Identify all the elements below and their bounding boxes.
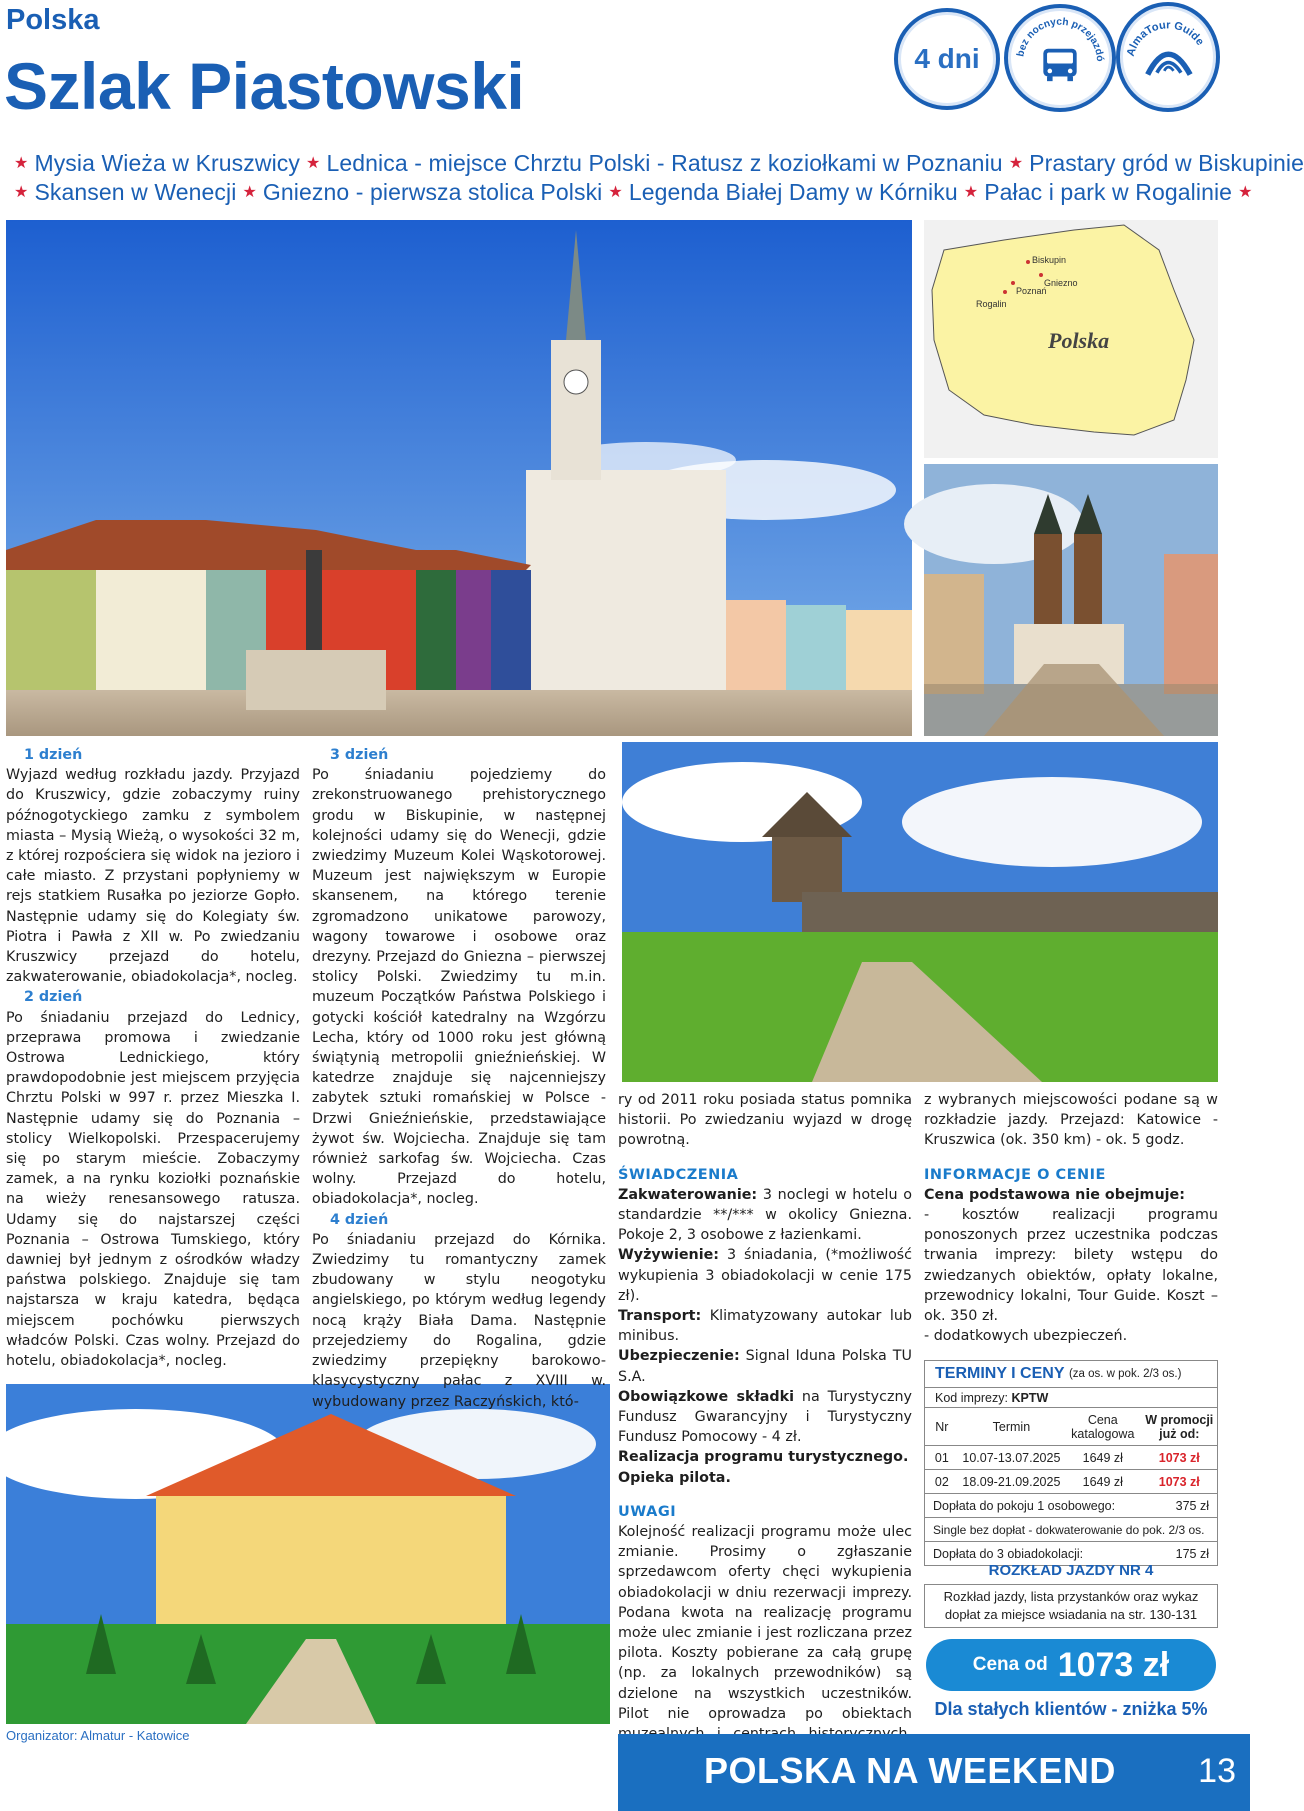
highlight-item: Mysia Wieża w Kruszwicy xyxy=(34,150,301,176)
highlight-item: Lednica - miejsce Chrztu Polski - Ratusz z koziołkami w Poznaniu xyxy=(326,150,1003,176)
prices-table xyxy=(924,1360,1218,1566)
table-row: 02 18.09-21.09.2025 1649 zł 1073 zł xyxy=(925,1469,1217,1493)
not-included-item: - dodatkowych ubezpieczeń. xyxy=(924,1328,1128,1345)
highlights-line-2 xyxy=(8,179,1259,206)
day-4-text: Po śniadaniu przejazd do Kórnika. Zwiedzimy tu romantyczny zamek zbudowany w stylu neogotyku angielskiego, po którym według legendy nocą krąży Biała Dama. Następnie przejedziemy do Rogalina, gdzie zwiedzimy przepiękny barokowo-klasycystyczny pałac z XVIII w. wybudowany przez Raczyńskich, któ- xyxy=(312,1231,606,1410)
guide-badge-text: AlmaTour Guide xyxy=(1124,19,1207,58)
price-info-title: INFORMACJE O CENIE xyxy=(924,1166,1106,1183)
service-item: Transport: Klimatyzowany autokar lub minibus. xyxy=(618,1308,912,1345)
map-city-biskupin: Biskupin xyxy=(1032,255,1067,265)
bus-icon xyxy=(1008,8,1112,108)
price-from-badge xyxy=(926,1639,1216,1691)
star-icon: ★ xyxy=(1238,184,1253,201)
no-night-travel-badge xyxy=(1004,4,1116,112)
star-icon: ★ xyxy=(306,155,321,172)
star-icon: ★ xyxy=(608,184,623,201)
schedule-text: Rozkład jazdy, lista przystanków oraz wykaz dopłat za miejsce wsiadania na str. 130-131 xyxy=(924,1584,1218,1628)
prices-table-title xyxy=(925,1361,1217,1387)
biskupin-settlement-photo xyxy=(622,742,1218,1082)
table-row: 01 10.07-13.07.2025 1649 zł 1073 zł xyxy=(925,1445,1217,1469)
services-list xyxy=(618,1185,912,1488)
star-icon: ★ xyxy=(14,155,29,172)
headphones-icon xyxy=(1120,6,1216,108)
service-extra: Opieka pilota. xyxy=(618,1469,731,1486)
gniezno-street-photo xyxy=(924,464,1218,736)
footer-bar xyxy=(618,1734,1250,1811)
prices-header-row: Nr Termin Cena katalogowa W promocji już od: xyxy=(925,1407,1217,1445)
star-icon: ★ xyxy=(963,184,979,201)
supplement-row: Dopłata do 3 obiadokolacji: 175 zł xyxy=(925,1541,1217,1565)
price-from-value: 1073 zł xyxy=(1057,1645,1170,1684)
day-4-text-continued: ry od 2011 roku posiada status pomnika historii. Po zwiedzaniu wyjazd w drogę powrotną. xyxy=(618,1092,912,1149)
day-3-text: Po śniadaniu pojedziemy do zrekonstruowanego prehistorycznego grodu w Biskupinie, w następnej kolejności udamy się do Wenecji, gdzie zwiedzimy Muzeum Kolei Wąskotorowej. Muzeum jest największym w Europie skansenem, na którego terenie zgromadzono unikatowe parowozy, wagony towarowe i osobowe oraz drezyny. Przejazd do Gniezna – pierwszej stolicy Polski. Zwiedzimy tu m.in. muzeum Początków Państwa Polskiego i gotycki kościół katedralny na Wzgórzu Lecha, który od 1000 roku jest główną świątynią metropolii gnieźnieńskiej. W katedrze znajduje się najcenniejszy zabytek sztuki romańskiej w Polsce - Drzwi Gnieźnieńskie, przedstawiające żywot św. Wojciecha. Znajduje się tam również sarkofag św. Wojciecha. Czas wolny. Przejazd do hotelu, obiadokolacja*, nocleg. xyxy=(312,767,606,1208)
map-city-rogalin: Rogalin xyxy=(976,299,1007,309)
map-country-label: Polska xyxy=(1048,328,1110,353)
star-icon: ★ xyxy=(242,184,257,201)
not-included-title: Cena podstawowa nie obejmuje: xyxy=(924,1186,1185,1203)
service-item: Obowiązkowe składki na Turystyczny Fundusz Gwarancyjny i Turystyczny Fundusz Pomocowy - 4 zł. xyxy=(618,1388,912,1446)
services-title: ŚWIADCZENIA xyxy=(618,1166,739,1183)
page-number: 13 xyxy=(1198,1752,1236,1790)
supplement-row: Single bez dopłat - dokwaterowanie do pok. 2/3 os. xyxy=(925,1517,1217,1541)
star-icon: ★ xyxy=(14,184,29,201)
notes-text: Kolejność realizacji programu może ulec zmianie. Prosimy o zgłaszanie sprzedawcom oferty chęci wykupienia obiadokolacji w dniu rezerwacji imprezy. Podana kwota na realizację programu może ulec zmianie i jest rozliczana przez pilota. Koszty pobierane za całą grupę (np. za lokalnych przewodników) są dzielone na wszystkich uczestników. Pilot nie oprowadza po obiektach xyxy=(618,1524,912,1722)
service-item: Zakwaterowanie: 3 noclegi w hotelu o standardzie **/*** w okolicy Gniezna. Pokoje 2, 3 osobowe z łazienkami. xyxy=(618,1186,912,1244)
price-from-label: Cena od xyxy=(972,1654,1048,1675)
poznan-market-square-photo xyxy=(6,220,912,736)
highlight-item: Pałac i park w Rogalinie xyxy=(984,179,1233,205)
tour-code-row: Kod imprezy: KPTW xyxy=(925,1387,1217,1407)
program-column-3 xyxy=(618,1090,912,1765)
loyalty-discount: Dla stałych klientów - zniżka 5% xyxy=(934,1699,1208,1719)
schedule-title: ROZKŁAD JAZDY NR 4 xyxy=(988,1562,1154,1579)
map-city-poznan: Poznań xyxy=(1016,286,1047,296)
highlight-item: Skansen w Wenecji xyxy=(34,179,237,205)
day-1-text: Wyjazd według rozkładu jazdy. Przyjazd do Kruszwicy, gdzie zobaczymy ruiny późnogotyckiego zamku z symbolem miasta – Mysią Wieżą, o wysokości 32 m, z której rozpościera się widok na jezioro i całe miasto. Z przystani popłyniemy w rejs statkiem Rusałka po jeziorze Gopło. Następnie udamy się do Kolegiaty św. Piotra i Pawła z XII w. Po zwiedzaniu Kruszwicy przejazd do hotelu, zakwaterowanie, obiadokolacja*, nocleg. xyxy=(6,767,300,986)
page-title: Szlak Piastowski xyxy=(4,49,525,123)
days-badge xyxy=(894,8,1000,110)
notes-text-continued: z wybranych miejscowości podane są w rozkładzie jazdy. Przejazd: Katowice - Kruszwica (ok. 350 km) - ok. 5 godz. xyxy=(924,1092,1218,1149)
service-item: Wyżywienie: 3 śniadania, (*możliwość wykupienia 3 obiadokolacji w cenie 175 zł). xyxy=(618,1247,912,1304)
day-3-title: 3 dzień xyxy=(330,747,389,763)
tour-guide-badge xyxy=(1116,2,1220,112)
prices-title-text: TERMINY I CENY xyxy=(935,1365,1065,1382)
highlight-item: Prastary gród w Biskupinie xyxy=(1029,150,1304,176)
star-icon: ★ xyxy=(1008,155,1024,172)
no-night-badge-text: bez nocnych przejazdó xyxy=(1015,16,1106,62)
country-label: Polska xyxy=(6,4,100,36)
day-4-title: 4 dzień xyxy=(330,1211,389,1228)
program-column-1 xyxy=(6,745,300,1371)
notes-title: UWAGI xyxy=(618,1503,677,1520)
poland-map xyxy=(924,220,1218,458)
organizer-note: Organizator: Almatur - Katowice xyxy=(6,1728,190,1743)
day-2-text: Po śniadaniu przejazd do Lednicy, przeprawa promowa i zwiedzanie Ostrowa Lednickiego, który prawdopodobnie jest miejscem przyjęcia Chrztu Polski w 997 r. przez Mieszka I. Następnie udamy się do Poznania – stolicy Wielkopolski. Przespacerujemy się po starym mieście. Zobaczymy zamek, a na rynku koziołki poznańskie na wieży renesansowego ratusza. Udamy się do najstarszej części Poznania – Ostrowa Tumskiego, który dawniej był jednym z ośrodków władzy państwa polskiego. Znajduje się tam najstarsza w kraju katedra, będąca miejscem pochówku pierwszych władców Polski. Czas wolny. Przejazd do hotelu, obiadokolacja*, nocleg. xyxy=(6,1009,300,1370)
day-2-title: 2 dzień xyxy=(24,989,83,1006)
highlight-item: Gniezno - pierwsza stolica Polski xyxy=(262,179,603,205)
highlight-item: Legenda Białej Damy w Kórniku xyxy=(628,179,958,205)
tour-code: KPTW xyxy=(1011,1390,1049,1405)
map-city-gniezno: Gniezno xyxy=(1044,278,1078,288)
service-item: Ubezpieczenie: Signal Iduna Polska TU S.A. xyxy=(618,1348,912,1385)
rogalin-palace-photo xyxy=(6,1384,610,1724)
days-badge-label: 4 dni xyxy=(914,43,980,74)
program-column-2 xyxy=(312,745,606,1412)
day-1-title: 1 dzień xyxy=(24,747,83,763)
footer-section-title: POLSKA NA WEEKEND xyxy=(704,1750,1116,1791)
not-included-item: - kosztów realizacji programu ponoszonych przez uczestnika podczas trwania imprezy: bilety wstępu do zwiedzanych obiektów, opłaty lokalne, przewodnicy lokalni, Tour Guide. Koszt – ok. 350 zł. xyxy=(924,1207,1218,1325)
service-extra: Realizacja programu turystycznego. xyxy=(618,1449,909,1466)
supplement-row: Dopłata do pokoju 1 osobowego: 375 zł xyxy=(925,1493,1217,1517)
highlights-line-1 xyxy=(8,150,1304,177)
prices-title-note: (za os. w pok. 2/3 os.) xyxy=(1068,1368,1182,1380)
info-column xyxy=(924,1090,1218,1346)
